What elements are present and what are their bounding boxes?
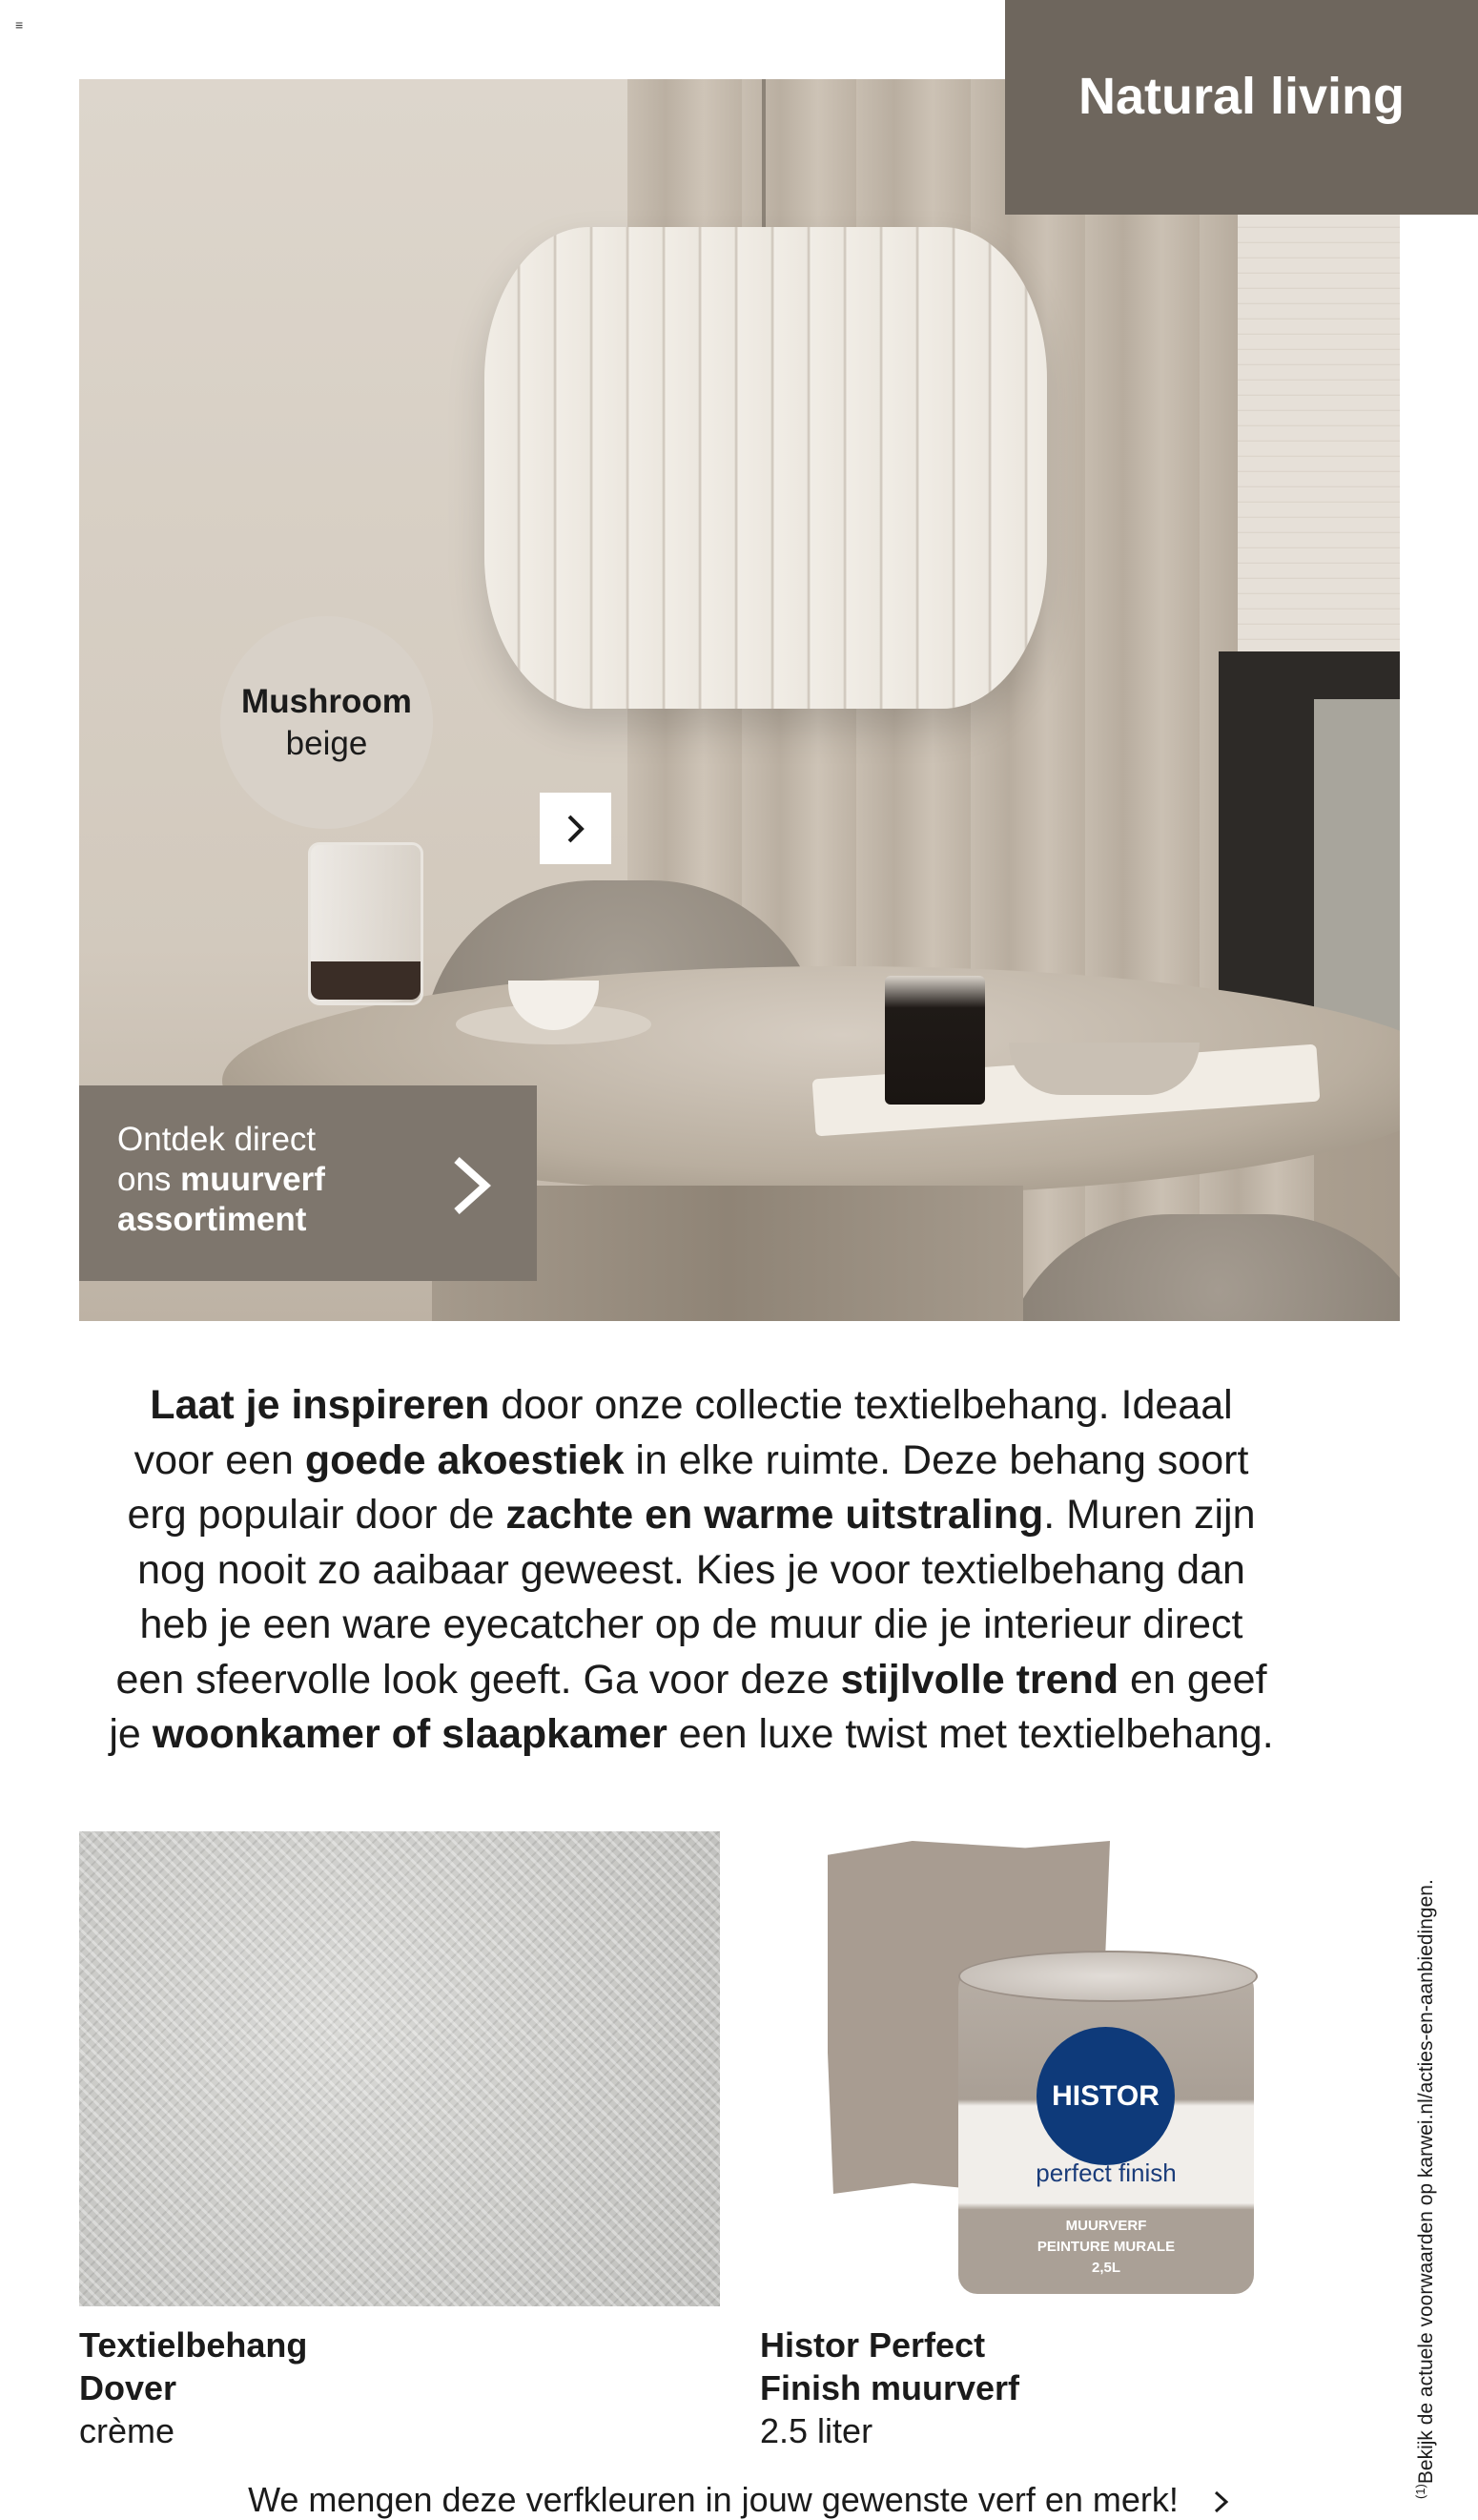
histor-logo	[1037, 2027, 1175, 2165]
chevron-right-icon	[1213, 2489, 1230, 2514]
bowl	[1009, 1043, 1200, 1095]
product-image-wallpaper[interactable]	[79, 1831, 720, 2306]
footer-text: We mengen deze verfkleuren in jouw gewenste verf en merk!	[248, 2480, 1179, 2519]
cta-line2-prefix: ons	[117, 1161, 181, 1198]
intro-bold-3: zachte en warme uitstraling	[505, 1492, 1044, 1538]
terms-text: Bekijk de actuele voorwaarden op karwei.nl/acties-en-aanbiedingen.	[1415, 1879, 1437, 2485]
intro-text-2: in elke ruimte. Deze behang soort erg populair door de	[127, 1436, 1249, 1538]
terms-note	[1413, 1879, 1438, 2499]
product-name-line1: Histor Perfect	[760, 2325, 986, 2365]
color-callout[interactable]	[220, 616, 433, 829]
brand-text: HISTOR	[1052, 2079, 1160, 2112]
glass	[885, 976, 985, 1105]
chevron-right-icon	[449, 1154, 497, 1217]
can-line: perfect finish	[1036, 2159, 1177, 2187]
chevron-right-icon	[565, 813, 587, 845]
product-name[interactable]	[79, 2324, 307, 2409]
can-lid	[958, 1951, 1258, 2002]
intro-text-5: een luxe twist met textielbehang.	[667, 1711, 1274, 1757]
can-size: 2,5L	[1091, 2260, 1120, 2276]
cta-line1: Ontdek direct	[117, 1121, 317, 1158]
menu-icon[interactable]: ≡	[15, 17, 24, 32]
cta-line3	[117, 1200, 325, 1240]
cta-line2	[117, 1160, 325, 1200]
product-name-line1: Textielbehang	[79, 2325, 308, 2365]
next-button[interactable]	[540, 793, 611, 864]
product-name-line2: Finish muurverf	[760, 2368, 1020, 2407]
intro-paragraph	[105, 1378, 1278, 1763]
color-mixing-link[interactable]	[0, 2480, 1478, 2520]
color-name: Mushroom	[241, 682, 412, 720]
cta-line2-bold: muurverf	[180, 1161, 325, 1198]
product-variant: crème	[79, 2411, 175, 2450]
footnote-marker: (1)	[1413, 2484, 1427, 2499]
product-name[interactable]	[760, 2324, 1019, 2409]
product-variant: 2.5 liter	[760, 2411, 873, 2450]
section-title-box	[1005, 0, 1478, 215]
window-pane	[1314, 699, 1400, 1033]
color-shade: beige	[285, 724, 368, 762]
can-labels	[958, 2216, 1254, 2279]
intro-bold-1: Laat je inspireren	[150, 1382, 490, 1428]
coffee	[311, 961, 421, 1000]
cta-line3-bold: assortiment	[117, 1201, 307, 1238]
can-label1: MUURVERF	[1065, 2218, 1147, 2234]
can-label2: PEINTURE MURALE	[1037, 2239, 1176, 2255]
intro-text-4: en geef je	[109, 1656, 1267, 1757]
intro-text-3: . Muren zijn nog nooit zo aaibaar geweest. Kies je voor textielbehang dan heb je een ware eyecatcher op de muur die je interieur direct een sfeervolle look geeft. Ga voor deze	[115, 1492, 1256, 1703]
section-title: Natural living	[1078, 68, 1406, 125]
lamp-cord	[762, 79, 766, 232]
pendant-lamp	[484, 227, 1047, 709]
hero-image	[79, 79, 1400, 1321]
shop-paint-cta[interactable]	[79, 1085, 537, 1281]
product-name-line2: Dover	[79, 2368, 177, 2407]
intro-bold-4: stijlvolle trend	[840, 1656, 1119, 1703]
intro-bold-2: goede akoestiek	[304, 1436, 625, 1483]
product-image-paint-can[interactable]	[958, 1951, 1254, 2303]
intro-text-1: door onze collectie textielbehang. Ideaal voor een	[133, 1382, 1233, 1483]
cta-text	[117, 1120, 325, 1240]
intro-bold-5: woonkamer of slaapkamer	[152, 1711, 667, 1757]
